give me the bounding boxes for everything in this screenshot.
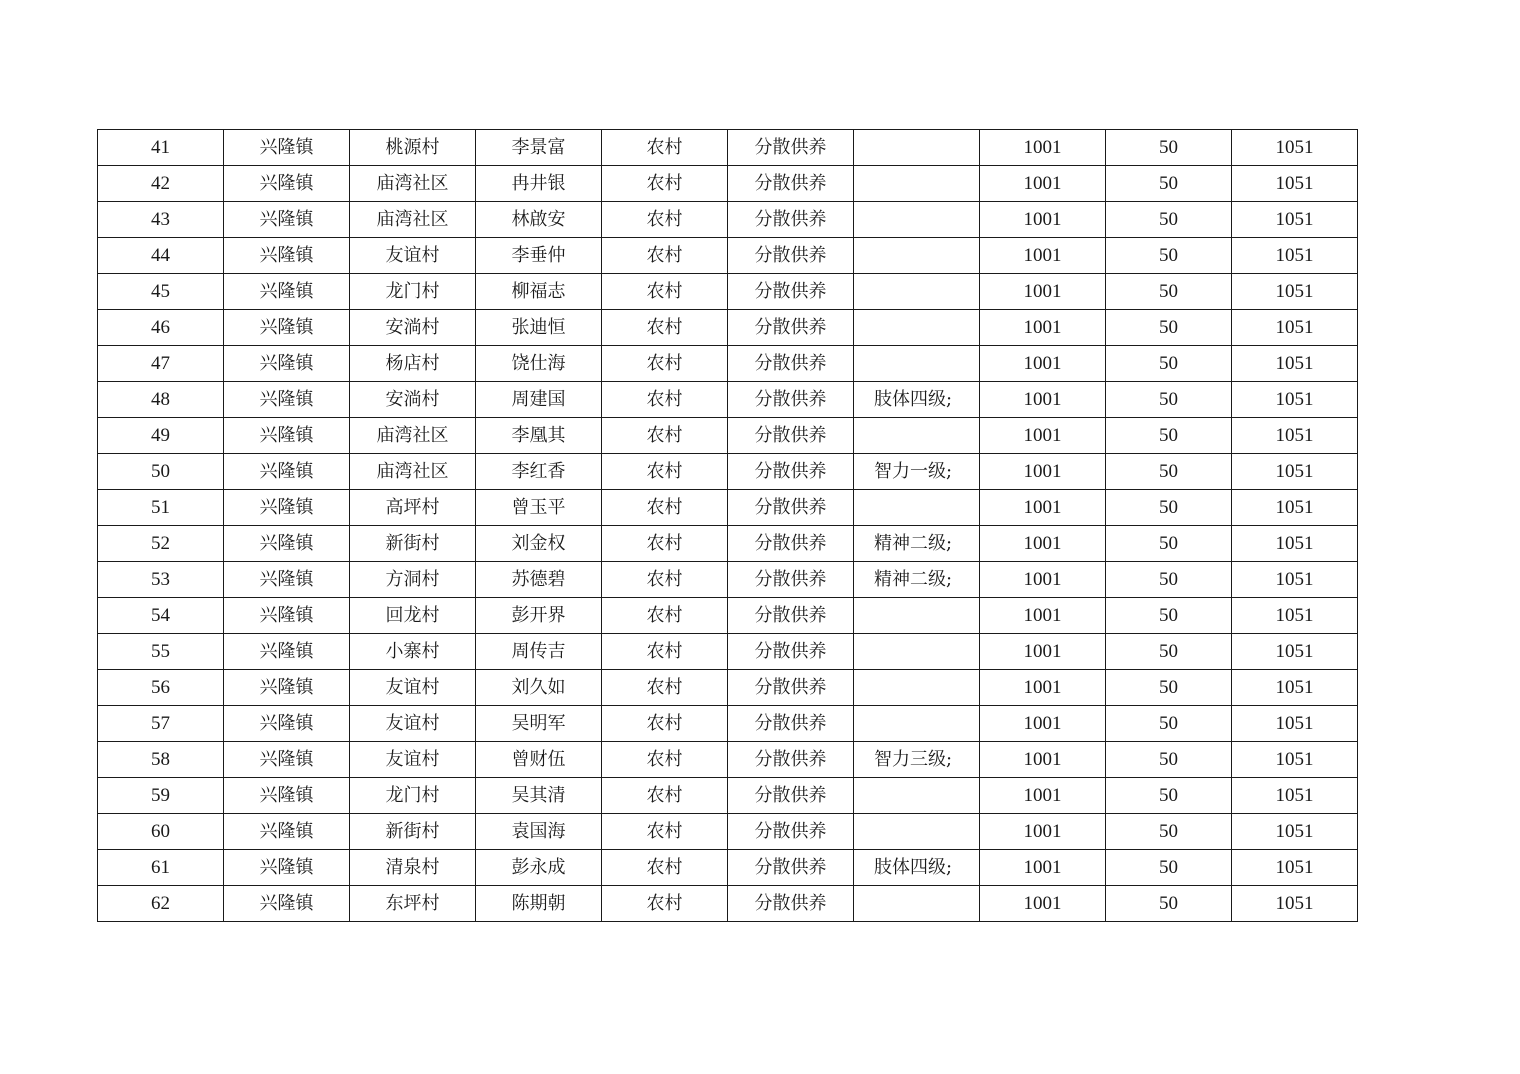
cell-total-amount: 1051 — [1232, 310, 1358, 346]
cell-disability-level — [854, 778, 980, 814]
table-row — [98, 454, 1358, 490]
cell-total-amount: 1051 — [1232, 778, 1358, 814]
cell-person-name: 周传吉 — [476, 634, 602, 670]
table-row — [98, 706, 1358, 742]
cell-support-type: 分散供养 — [728, 742, 854, 778]
cell-total-amount: 1051 — [1232, 850, 1358, 886]
cell-residence-type: 农村 — [602, 598, 728, 634]
table-row — [98, 346, 1358, 382]
cell-disability-level — [854, 886, 980, 922]
cell-total-amount: 1051 — [1232, 202, 1358, 238]
cell-support-type: 分散供养 — [728, 202, 854, 238]
table-row — [98, 130, 1358, 166]
cell-extra-amount: 50 — [1106, 562, 1232, 598]
cell-extra-amount: 50 — [1106, 166, 1232, 202]
cell-residence-type: 农村 — [602, 130, 728, 166]
cell-extra-amount: 50 — [1106, 634, 1232, 670]
cell-support-type: 分散供养 — [728, 454, 854, 490]
cell-base-amount: 1001 — [980, 130, 1106, 166]
cell-town: 兴隆镇 — [224, 274, 350, 310]
cell-town: 兴隆镇 — [224, 418, 350, 454]
cell-serial-number: 48 — [98, 382, 224, 418]
cell-town: 兴隆镇 — [224, 382, 350, 418]
cell-base-amount: 1001 — [980, 562, 1106, 598]
table-row — [98, 490, 1358, 526]
cell-village: 东坪村 — [350, 886, 476, 922]
cell-extra-amount: 50 — [1106, 706, 1232, 742]
cell-town: 兴隆镇 — [224, 598, 350, 634]
cell-village: 友谊村 — [350, 238, 476, 274]
cell-serial-number: 47 — [98, 346, 224, 382]
cell-residence-type: 农村 — [602, 346, 728, 382]
cell-town: 兴隆镇 — [224, 778, 350, 814]
cell-extra-amount: 50 — [1106, 526, 1232, 562]
cell-base-amount: 1001 — [980, 778, 1106, 814]
cell-residence-type: 农村 — [602, 202, 728, 238]
table-row — [98, 274, 1358, 310]
cell-disability-level — [854, 598, 980, 634]
cell-serial-number: 56 — [98, 670, 224, 706]
cell-town: 兴隆镇 — [224, 238, 350, 274]
table-row — [98, 850, 1358, 886]
cell-disability-level — [854, 634, 980, 670]
cell-total-amount: 1051 — [1232, 886, 1358, 922]
cell-residence-type: 农村 — [602, 634, 728, 670]
cell-base-amount: 1001 — [980, 382, 1106, 418]
cell-base-amount: 1001 — [980, 886, 1106, 922]
cell-village: 庙湾社区 — [350, 418, 476, 454]
table-row — [98, 778, 1358, 814]
cell-disability-level — [854, 274, 980, 310]
cell-support-type: 分散供养 — [728, 850, 854, 886]
cell-person-name: 苏德碧 — [476, 562, 602, 598]
cell-village: 回龙村 — [350, 598, 476, 634]
cell-person-name: 陈期朝 — [476, 886, 602, 922]
cell-serial-number: 53 — [98, 562, 224, 598]
cell-residence-type: 农村 — [602, 274, 728, 310]
cell-person-name: 吴明军 — [476, 706, 602, 742]
cell-disability-level — [854, 310, 980, 346]
cell-person-name: 刘金权 — [476, 526, 602, 562]
cell-base-amount: 1001 — [980, 706, 1106, 742]
cell-village: 友谊村 — [350, 706, 476, 742]
cell-person-name: 饶仕海 — [476, 346, 602, 382]
cell-support-type: 分散供养 — [728, 130, 854, 166]
table-row — [98, 202, 1358, 238]
cell-disability-level — [854, 202, 980, 238]
table-row — [98, 670, 1358, 706]
cell-village: 桃源村 — [350, 130, 476, 166]
cell-support-type: 分散供养 — [728, 598, 854, 634]
cell-town: 兴隆镇 — [224, 562, 350, 598]
cell-total-amount: 1051 — [1232, 670, 1358, 706]
cell-residence-type: 农村 — [602, 706, 728, 742]
cell-total-amount: 1051 — [1232, 130, 1358, 166]
cell-serial-number: 41 — [98, 130, 224, 166]
cell-serial-number: 54 — [98, 598, 224, 634]
cell-residence-type: 农村 — [602, 454, 728, 490]
cell-person-name: 曾玉平 — [476, 490, 602, 526]
cell-serial-number: 60 — [98, 814, 224, 850]
cell-serial-number: 59 — [98, 778, 224, 814]
cell-serial-number: 58 — [98, 742, 224, 778]
cell-base-amount: 1001 — [980, 490, 1106, 526]
cell-support-type: 分散供养 — [728, 490, 854, 526]
table-row — [98, 310, 1358, 346]
table-row — [98, 598, 1358, 634]
cell-support-type: 分散供养 — [728, 238, 854, 274]
cell-disability-level: 肢体四级; — [854, 382, 980, 418]
cell-base-amount: 1001 — [980, 238, 1106, 274]
cell-residence-type: 农村 — [602, 778, 728, 814]
cell-person-name: 张迪恒 — [476, 310, 602, 346]
cell-disability-level: 肢体四级; — [854, 850, 980, 886]
cell-village: 庙湾社区 — [350, 166, 476, 202]
cell-serial-number: 55 — [98, 634, 224, 670]
cell-disability-level — [854, 418, 980, 454]
cell-support-type: 分散供养 — [728, 814, 854, 850]
cell-support-type: 分散供养 — [728, 418, 854, 454]
cell-total-amount: 1051 — [1232, 526, 1358, 562]
roster-body — [98, 130, 1358, 922]
cell-support-type: 分散供养 — [728, 706, 854, 742]
cell-town: 兴隆镇 — [224, 130, 350, 166]
cell-base-amount: 1001 — [980, 742, 1106, 778]
cell-town: 兴隆镇 — [224, 310, 350, 346]
cell-base-amount: 1001 — [980, 310, 1106, 346]
cell-serial-number: 49 — [98, 418, 224, 454]
cell-residence-type: 农村 — [602, 310, 728, 346]
cell-person-name: 柳福志 — [476, 274, 602, 310]
cell-person-name: 吴其清 — [476, 778, 602, 814]
cell-town: 兴隆镇 — [224, 850, 350, 886]
cell-extra-amount: 50 — [1106, 814, 1232, 850]
cell-village: 新街村 — [350, 526, 476, 562]
cell-base-amount: 1001 — [980, 850, 1106, 886]
cell-town: 兴隆镇 — [224, 346, 350, 382]
cell-base-amount: 1001 — [980, 814, 1106, 850]
cell-serial-number: 43 — [98, 202, 224, 238]
cell-support-type: 分散供养 — [728, 886, 854, 922]
cell-serial-number: 42 — [98, 166, 224, 202]
cell-total-amount: 1051 — [1232, 454, 1358, 490]
cell-disability-level — [854, 346, 980, 382]
cell-total-amount: 1051 — [1232, 418, 1358, 454]
cell-extra-amount: 50 — [1106, 886, 1232, 922]
cell-village: 友谊村 — [350, 670, 476, 706]
cell-residence-type: 农村 — [602, 886, 728, 922]
cell-serial-number: 62 — [98, 886, 224, 922]
cell-village: 方洞村 — [350, 562, 476, 598]
cell-base-amount: 1001 — [980, 598, 1106, 634]
cell-base-amount: 1001 — [980, 454, 1106, 490]
cell-serial-number: 45 — [98, 274, 224, 310]
cell-base-amount: 1001 — [980, 274, 1106, 310]
cell-total-amount: 1051 — [1232, 706, 1358, 742]
cell-disability-level: 智力三级; — [854, 742, 980, 778]
cell-serial-number: 51 — [98, 490, 224, 526]
cell-disability-level — [854, 490, 980, 526]
cell-town: 兴隆镇 — [224, 742, 350, 778]
cell-base-amount: 1001 — [980, 418, 1106, 454]
cell-serial-number: 44 — [98, 238, 224, 274]
cell-village: 庙湾社区 — [350, 202, 476, 238]
cell-residence-type: 农村 — [602, 526, 728, 562]
cell-residence-type: 农村 — [602, 238, 728, 274]
cell-person-name: 林啟安 — [476, 202, 602, 238]
cell-residence-type: 农村 — [602, 382, 728, 418]
cell-serial-number: 50 — [98, 454, 224, 490]
cell-person-name: 刘久如 — [476, 670, 602, 706]
cell-village: 小寨村 — [350, 634, 476, 670]
cell-town: 兴隆镇 — [224, 202, 350, 238]
cell-extra-amount: 50 — [1106, 490, 1232, 526]
cell-disability-level — [854, 130, 980, 166]
cell-extra-amount: 50 — [1106, 670, 1232, 706]
cell-extra-amount: 50 — [1106, 274, 1232, 310]
cell-person-name: 冉井银 — [476, 166, 602, 202]
table-row — [98, 382, 1358, 418]
cell-support-type: 分散供养 — [728, 670, 854, 706]
cell-village: 清泉村 — [350, 850, 476, 886]
cell-base-amount: 1001 — [980, 346, 1106, 382]
cell-town: 兴隆镇 — [224, 706, 350, 742]
table-row — [98, 634, 1358, 670]
cell-support-type: 分散供养 — [728, 166, 854, 202]
cell-support-type: 分散供养 — [728, 274, 854, 310]
cell-disability-level — [854, 814, 980, 850]
cell-residence-type: 农村 — [602, 814, 728, 850]
cell-serial-number: 61 — [98, 850, 224, 886]
cell-town: 兴隆镇 — [224, 454, 350, 490]
cell-extra-amount: 50 — [1106, 382, 1232, 418]
cell-disability-level: 智力一级; — [854, 454, 980, 490]
cell-total-amount: 1051 — [1232, 490, 1358, 526]
cell-residence-type: 农村 — [602, 418, 728, 454]
cell-total-amount: 1051 — [1232, 382, 1358, 418]
cell-town: 兴隆镇 — [224, 490, 350, 526]
table-row — [98, 562, 1358, 598]
cell-extra-amount: 50 — [1106, 598, 1232, 634]
cell-serial-number: 52 — [98, 526, 224, 562]
cell-extra-amount: 50 — [1106, 346, 1232, 382]
cell-extra-amount: 50 — [1106, 202, 1232, 238]
table-row — [98, 418, 1358, 454]
cell-extra-amount: 50 — [1106, 238, 1232, 274]
cell-person-name: 曾财伍 — [476, 742, 602, 778]
cell-disability-level: 精神二级; — [854, 562, 980, 598]
cell-residence-type: 农村 — [602, 490, 728, 526]
support-roster-table — [97, 129, 1358, 922]
cell-total-amount: 1051 — [1232, 166, 1358, 202]
table-row — [98, 166, 1358, 202]
cell-total-amount: 1051 — [1232, 346, 1358, 382]
cell-total-amount: 1051 — [1232, 562, 1358, 598]
cell-serial-number: 57 — [98, 706, 224, 742]
cell-disability-level — [854, 706, 980, 742]
cell-residence-type: 农村 — [602, 742, 728, 778]
cell-village: 新街村 — [350, 814, 476, 850]
table-row — [98, 814, 1358, 850]
cell-support-type: 分散供养 — [728, 562, 854, 598]
cell-extra-amount: 50 — [1106, 850, 1232, 886]
cell-support-type: 分散供养 — [728, 310, 854, 346]
cell-serial-number: 46 — [98, 310, 224, 346]
cell-total-amount: 1051 — [1232, 598, 1358, 634]
cell-person-name: 彭开界 — [476, 598, 602, 634]
cell-disability-level — [854, 166, 980, 202]
cell-base-amount: 1001 — [980, 166, 1106, 202]
cell-total-amount: 1051 — [1232, 238, 1358, 274]
cell-support-type: 分散供养 — [728, 346, 854, 382]
cell-village: 杨店村 — [350, 346, 476, 382]
cell-extra-amount: 50 — [1106, 778, 1232, 814]
cell-extra-amount: 50 — [1106, 454, 1232, 490]
cell-residence-type: 农村 — [602, 166, 728, 202]
cell-town: 兴隆镇 — [224, 526, 350, 562]
cell-extra-amount: 50 — [1106, 310, 1232, 346]
cell-extra-amount: 50 — [1106, 742, 1232, 778]
cell-person-name: 袁国海 — [476, 814, 602, 850]
cell-disability-level: 精神二级; — [854, 526, 980, 562]
cell-extra-amount: 50 — [1106, 418, 1232, 454]
cell-support-type: 分散供养 — [728, 382, 854, 418]
cell-base-amount: 1001 — [980, 670, 1106, 706]
cell-total-amount: 1051 — [1232, 742, 1358, 778]
cell-person-name: 李垂仲 — [476, 238, 602, 274]
table-row — [98, 238, 1358, 274]
cell-base-amount: 1001 — [980, 202, 1106, 238]
cell-base-amount: 1001 — [980, 526, 1106, 562]
cell-village: 安淌村 — [350, 310, 476, 346]
cell-residence-type: 农村 — [602, 562, 728, 598]
cell-disability-level — [854, 670, 980, 706]
table-row — [98, 742, 1358, 778]
cell-village: 龙门村 — [350, 274, 476, 310]
cell-total-amount: 1051 — [1232, 274, 1358, 310]
cell-person-name: 李凰其 — [476, 418, 602, 454]
cell-town: 兴隆镇 — [224, 814, 350, 850]
cell-village: 庙湾社区 — [350, 454, 476, 490]
cell-town: 兴隆镇 — [224, 166, 350, 202]
cell-person-name: 彭永成 — [476, 850, 602, 886]
table-row — [98, 886, 1358, 922]
cell-person-name: 李红香 — [476, 454, 602, 490]
cell-village: 高坪村 — [350, 490, 476, 526]
cell-support-type: 分散供养 — [728, 778, 854, 814]
cell-disability-level — [854, 238, 980, 274]
cell-village: 安淌村 — [350, 382, 476, 418]
cell-extra-amount: 50 — [1106, 130, 1232, 166]
cell-support-type: 分散供养 — [728, 634, 854, 670]
cell-village: 友谊村 — [350, 742, 476, 778]
cell-person-name: 李景富 — [476, 130, 602, 166]
cell-town: 兴隆镇 — [224, 634, 350, 670]
cell-support-type: 分散供养 — [728, 526, 854, 562]
cell-town: 兴隆镇 — [224, 886, 350, 922]
cell-residence-type: 农村 — [602, 850, 728, 886]
cell-base-amount: 1001 — [980, 634, 1106, 670]
cell-town: 兴隆镇 — [224, 670, 350, 706]
table-row — [98, 526, 1358, 562]
cell-total-amount: 1051 — [1232, 634, 1358, 670]
cell-residence-type: 农村 — [602, 670, 728, 706]
cell-village: 龙门村 — [350, 778, 476, 814]
cell-total-amount: 1051 — [1232, 814, 1358, 850]
cell-person-name: 周建国 — [476, 382, 602, 418]
